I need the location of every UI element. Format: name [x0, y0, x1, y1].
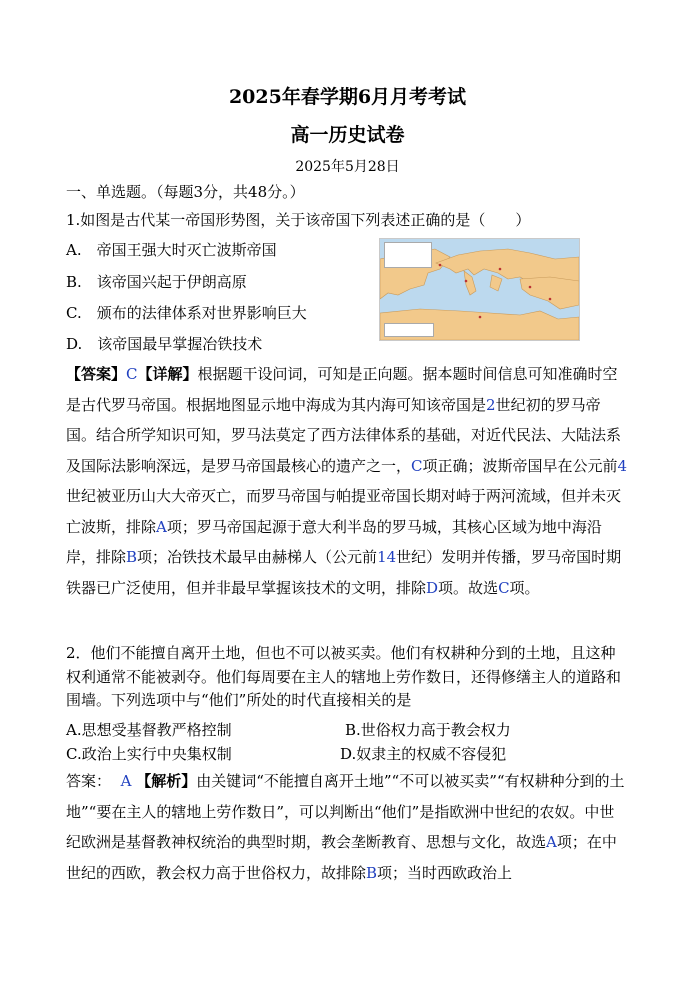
q1-option-c: C. 颁布的法律体系对世界影响巨大: [66, 304, 307, 322]
map-legend-top: [384, 242, 432, 268]
q1-answer-value: C: [126, 365, 138, 383]
q1-exp-num: A: [156, 517, 167, 536]
question-1-stem: 1.如图是古代某一帝国形势图，关于该帝国下列表述正确的是（ ）: [66, 211, 531, 229]
q1-exp-text: 项；罗马帝国起源于意大利半岛的罗马城，其核心区域为地中海沿岸，排除: [66, 517, 602, 566]
q1-exp-num: D: [426, 578, 439, 597]
q1-exp-text: 世纪被亚历山大大帝灭亡，而罗马帝国与帕提亚帝国长期对峙于两河流域，但并未灭亡波斯，排除: [66, 487, 622, 536]
q2-option-d: D.奴隶主的权威不容侵犯: [340, 745, 507, 763]
map-legend-bottom: [384, 323, 434, 337]
roman-empire-map: [379, 238, 580, 341]
exam-title: 2025年春学期6月月考考试: [228, 86, 467, 108]
q2-answer-value: A: [120, 772, 132, 790]
q2-exp-num: A: [546, 833, 557, 851]
q1-detail-label: 【详解】: [137, 365, 198, 383]
q1-option-d: D. 该帝国最早掌握冶铁技术: [66, 335, 263, 353]
q2-exp-text: 项；当时西欧政治上: [377, 863, 513, 882]
q2-answer-label: 答案：: [66, 772, 112, 790]
q1-exp-num: 14: [377, 548, 397, 566]
q1-option-b: B. 该帝国兴起于伊朗高原: [66, 273, 247, 291]
q2-exp-text: 项；在中世纪的西欧，教会权力高于世俗权力，故排除: [66, 833, 617, 882]
q1-exp-num: 2: [486, 395, 496, 414]
question-2-stem: 2．他们不能擅自离开土地，但也不可以被买卖。他们有权耕种分到的土地，且这种权利通常不能被剥夺。他们每周要在主人的辖地上劳作数日，还得修缮主人的道路和围墙。下列选项中与“他们”所处的时代直接相关的是: [66, 644, 622, 710]
q1-exp-num: B: [126, 548, 138, 566]
q1-exp-text: 根据题干设问词，可知是正向题。据本题时间信息可知准确时空是古代罗马帝国。根据地图显示地中海成为其内海可知该帝国是: [66, 365, 618, 414]
q1-exp-text: 项；冶铁技术最早由赫梯人（公元前: [137, 548, 378, 566]
q1-exp-text: 世纪）发明并传播，罗马帝国时期铁器已广泛使用，但并非最早掌握该技术的文明，排除: [66, 548, 622, 597]
q1-exp-num: 4: [617, 456, 628, 475]
q1-exp-num: C: [411, 456, 423, 475]
q2-option-b: B.世俗权力高于教会权力: [345, 721, 511, 739]
exam-date: 2025年5月28日: [295, 159, 400, 175]
q1-option-a: A. 帝国王强大时灭亡波斯帝国: [66, 241, 277, 259]
q1-exp-text: 项正确；波斯帝国早在公元前: [422, 456, 618, 475]
q1-exp-text: 项。故选: [438, 578, 499, 597]
q2-exp-text: 由关键词“不能擅自离开土地”“不可以被买卖”“有权耕种分到的土地”“要在主人的辖地上劳作数日”，可以判断出“他们”是指欧洲中世纪的农奴。中世纪欧洲是基督教神权统治的典型时期，教会垄断教育、思想与文化，故选: [66, 772, 625, 851]
section-heading: 一、单选题。（每题3分，共48分。）: [66, 183, 305, 201]
q2-exp-num: B: [366, 863, 378, 882]
q2-option-c: C.政治上实行中央集权制: [66, 745, 232, 763]
q2-option-a: A.思想受基督教严格控制: [66, 721, 232, 739]
q1-exp-num: C: [498, 578, 510, 597]
q1-exp-text: 世纪初的罗马帝国。结合所学知识可知，罗马法莫定了西方法律体系的基础，对近代民法、大陆法系及国际法影响深远，是罗马帝国最核心的遗产之一，: [66, 395, 622, 475]
q2-detail-label: 【解析】: [136, 772, 197, 790]
q1-answer-label: 【答案】: [66, 365, 127, 383]
q2-explanation: [66, 766, 628, 888]
q1-explanation: [66, 359, 628, 603]
exam-subtitle: 高一历史试卷: [290, 124, 405, 146]
q1-exp-text: 项。: [509, 578, 540, 597]
